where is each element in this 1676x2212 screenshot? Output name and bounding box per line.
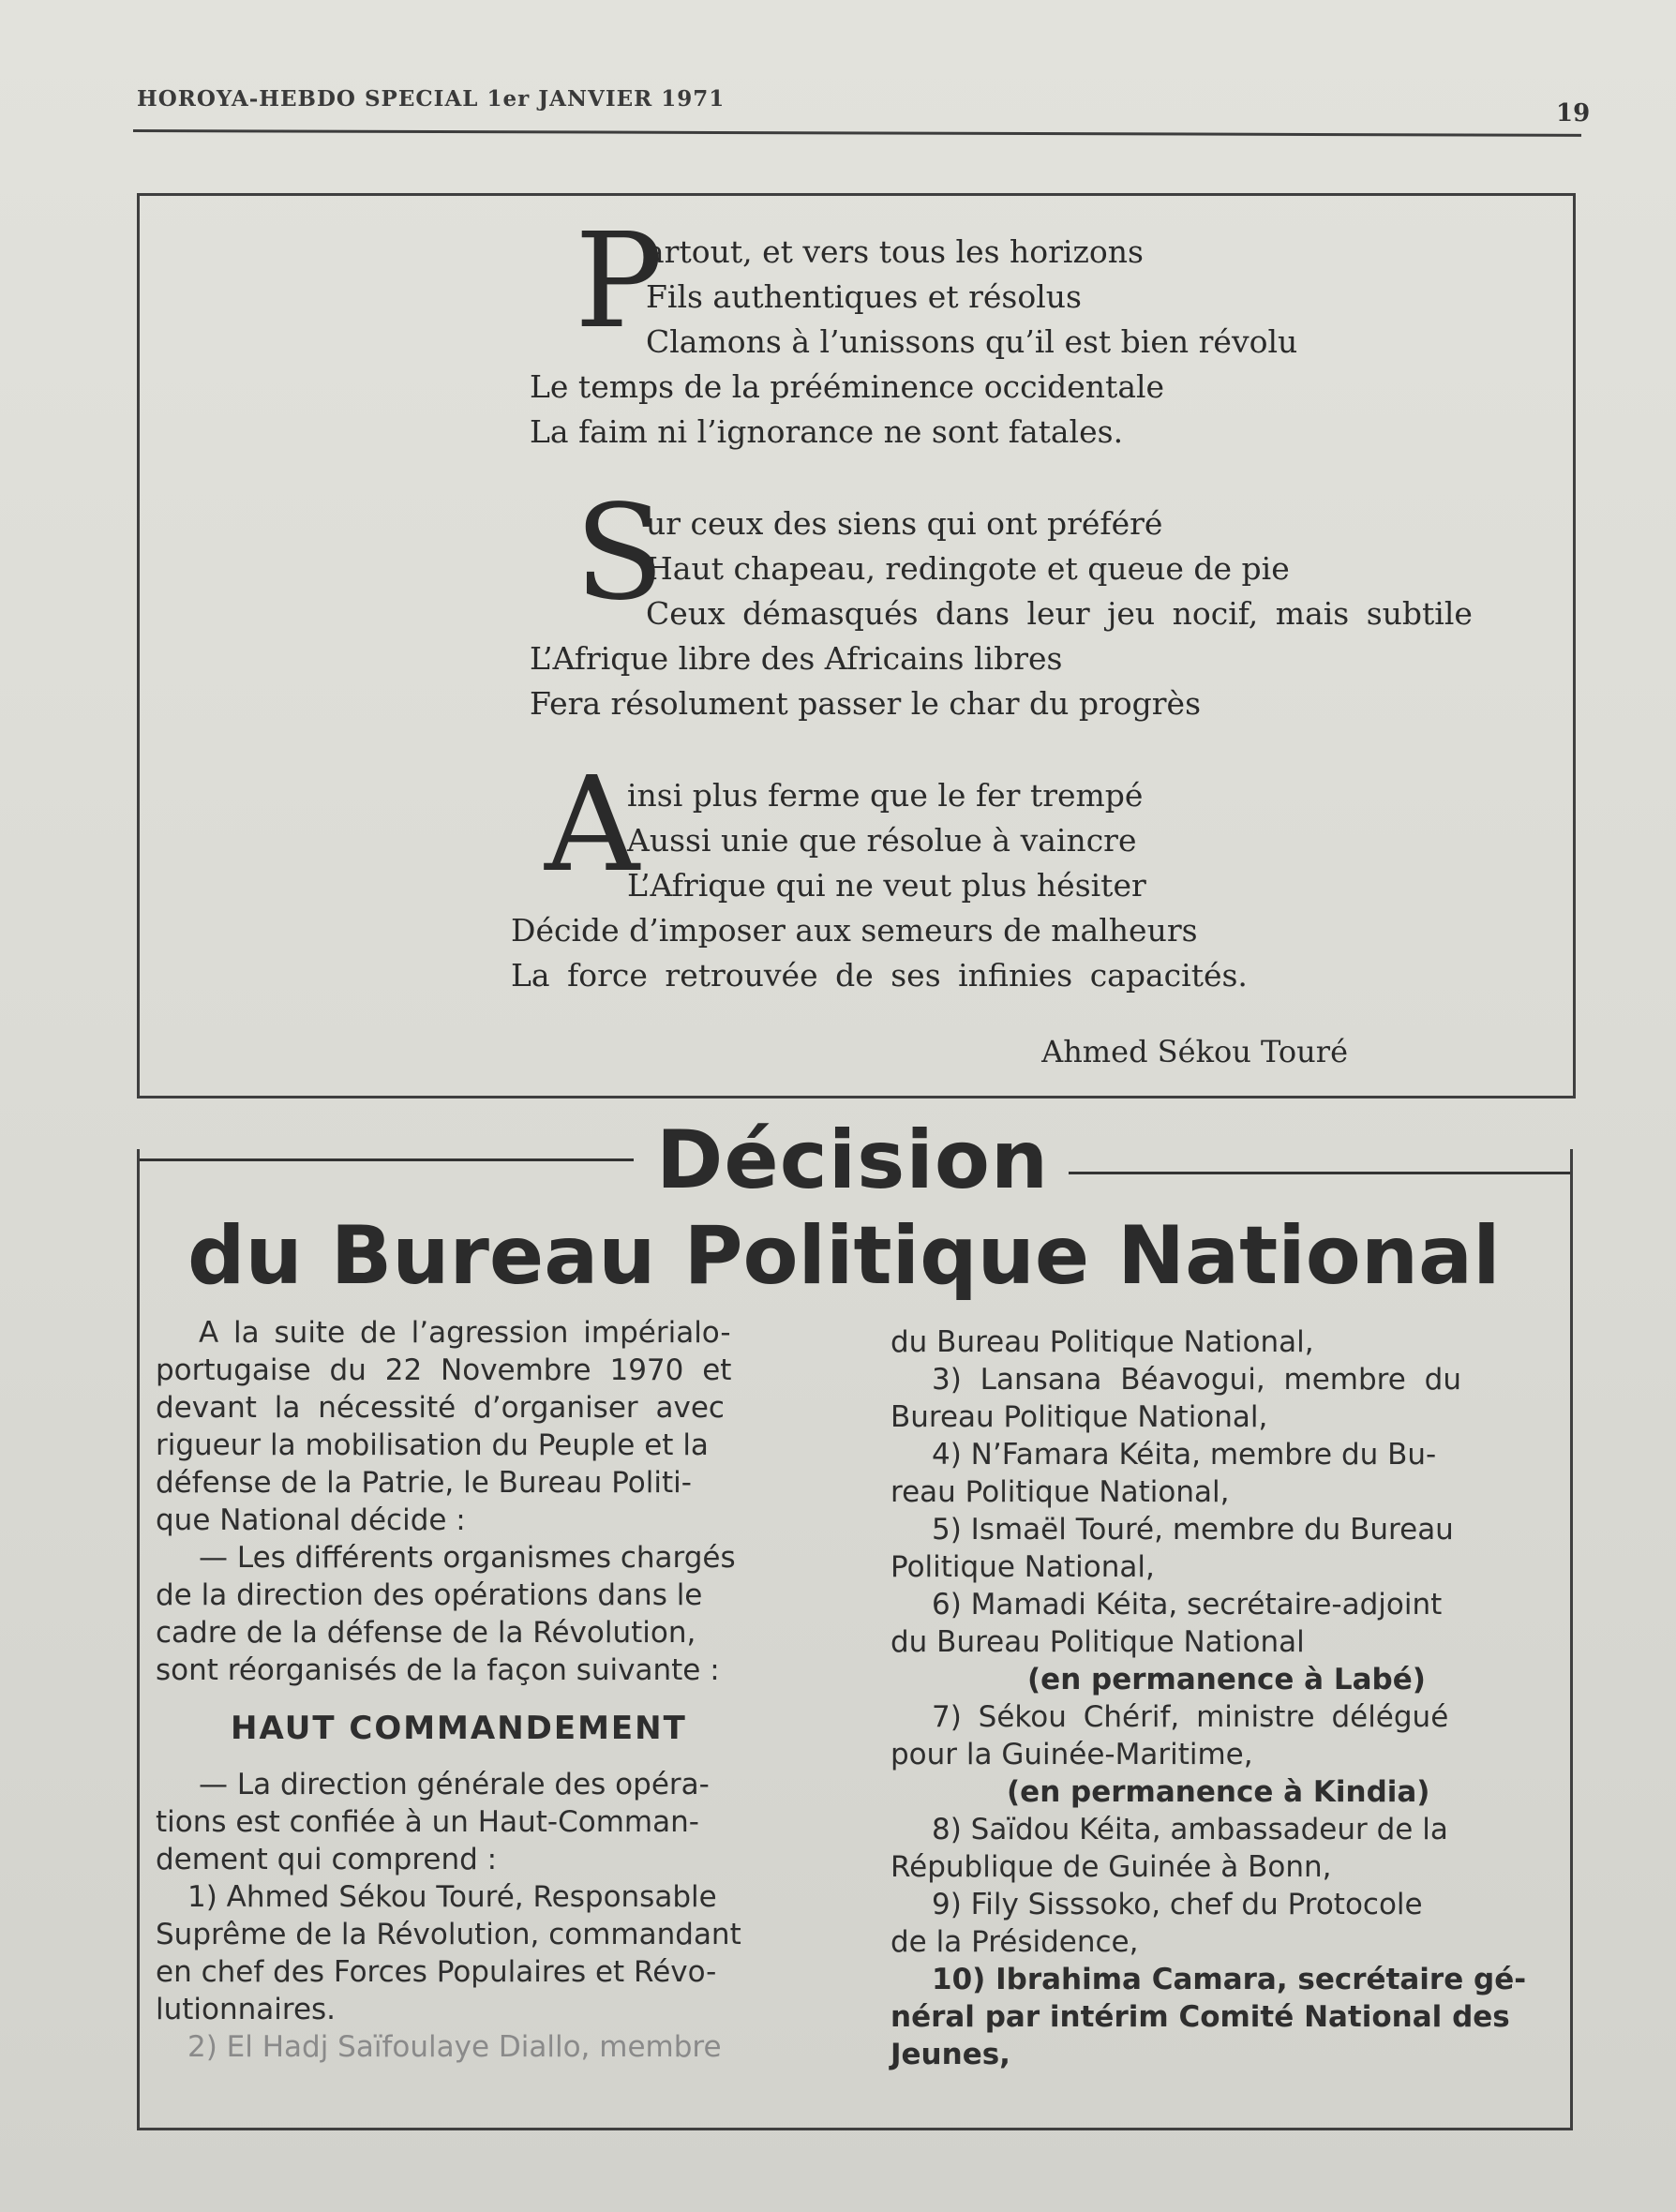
paragraph-line: de la Présidence, — [890, 1925, 1139, 1959]
paragraph-line: 2) El Hadj Saïfoulaye Diallo, membre — [187, 2030, 722, 2064]
poem-box — [137, 193, 1576, 1099]
paragraph-line: Bureau Politique National, — [890, 1400, 1268, 1434]
paragraph-line: 1) Ahmed Sékou Touré, Responsable — [187, 1880, 717, 1914]
poem-line: L’Afrique libre des Africains libres — [530, 640, 1063, 677]
poem-line: ur ceux des siens qui ont préféré — [646, 505, 1163, 542]
location-note-kindia: (en permanence à Kindia) — [1007, 1775, 1430, 1809]
poem-stanza-2 — [393, 477, 1518, 726]
paragraph-line: portugaise du 22 Novembre 1970 et — [156, 1353, 732, 1387]
paragraph-line: A la suite de l’agression impérialo- — [199, 1316, 731, 1350]
paragraph-line: cadre de la défense de la Révolution, — [156, 1616, 696, 1650]
poem-line: Fils authentiques et résolus — [646, 278, 1082, 315]
paragraph-line: en chef des Forces Populaires et Révo- — [156, 1955, 717, 1989]
paragraph-line: Jeunes, — [890, 2038, 1010, 2071]
paragraph-line: 5) Ismaël Touré, membre du Bureau — [932, 1513, 1454, 1547]
poem-stanza-3 — [393, 749, 1518, 998]
paragraph-line: 7) Sékou Chérif, ministre délégué — [932, 1700, 1449, 1734]
paragraph-line: reau Politique National, — [890, 1475, 1230, 1509]
paragraph-line: défense de la Patrie, le Bureau Politi- — [156, 1466, 692, 1500]
poem-line: Fera résolument passer le char du progrès — [530, 685, 1202, 722]
subheading: HAUT COMMANDEMENT — [231, 1710, 687, 1747]
drop-cap: A — [545, 749, 640, 902]
poem-line: La force retrouvée de ses infinies capacités. — [511, 957, 1248, 994]
paragraph-line: du Bureau Politique National, — [890, 1325, 1314, 1359]
poem-line: La faim ni l’ignorance ne sont fatales. — [530, 413, 1124, 450]
right-column — [890, 1323, 1556, 2073]
paragraph-line: dement qui comprend : — [156, 1843, 498, 1876]
poem-line: insi plus ferme que le fer trempé — [627, 777, 1144, 814]
paragraph-line: 6) Mamadi Kéita, secrétaire-adjoint — [932, 1588, 1443, 1622]
paragraph-line: du Bureau Politique National — [890, 1625, 1305, 1659]
article-title-line2: du Bureau Politique National — [187, 1209, 1501, 1303]
paragraph-line: pour la Guinée-Maritime, — [890, 1738, 1253, 1771]
paragraph-line: 8) Saïdou Kéita, ambassadeur de la — [932, 1813, 1448, 1846]
poem-line: L’Afrique qui ne veut plus hésiter — [627, 867, 1146, 904]
paragraph-line: 3) Lansana Béavogui, membre du — [932, 1363, 1461, 1397]
poem-line: artout, et vers tous les horizons — [646, 233, 1144, 270]
poem-stanza-1 — [393, 205, 1518, 455]
publication-header: HOROYA-HEBDO SPECIAL 1er JANVIER 1971 — [137, 86, 726, 112]
poem-line: Haut chapeau, redingote et queue de pie — [646, 550, 1290, 587]
poem-line: Aussi unie que résolue à vaincre — [627, 822, 1137, 859]
paragraph-line: — Les différents organismes chargés — [199, 1541, 736, 1575]
paragraph-line: — La direction générale des opéra- — [199, 1768, 710, 1801]
paragraph-line: néral par intérim Comité National des — [890, 2000, 1510, 2034]
paragraph-line: 10) Ibrahima Camara, secrétaire gé- — [932, 1963, 1527, 1996]
paragraph-line: rigueur la mobilisation du Peuple et la — [156, 1428, 709, 1462]
poem-line: Décide d’imposer aux semeurs de malheurs — [511, 912, 1198, 949]
article-title-line1: Décision — [656, 1113, 1050, 1207]
drop-cap: S — [575, 477, 665, 630]
poem-author: Ahmed Sékou Touré — [1041, 1034, 1348, 1069]
poem-line: Clamons à l’unissons qu’il est bien révolu — [646, 323, 1298, 360]
paragraph-line: que National décide : — [156, 1503, 466, 1537]
poem-line: Ceux démasqués dans leur jeu nocif, mais subtile — [646, 595, 1473, 632]
paragraph-line: 9) Fily Sisssoko, chef du Protocole — [932, 1888, 1423, 1921]
paragraph-line: lutionnaires. — [156, 1993, 337, 2026]
paragraph-line: sont réorganisés de la façon suivante : — [156, 1653, 720, 1687]
poem-line: Le temps de la prééminence occidentale — [530, 368, 1165, 405]
drop-cap: P — [575, 205, 664, 358]
page-number: 19 — [1556, 99, 1591, 127]
paragraph-line: tions est confiée à un Haut-Comman- — [156, 1805, 699, 1839]
paragraph-line: 4) N’Famara Kéita, membre du Bu- — [932, 1438, 1437, 1472]
paragraph-line: Politique National, — [890, 1550, 1155, 1584]
paragraph-line: République de Guinée à Bonn, — [890, 1850, 1332, 1884]
location-note-labe: (en permanence à Labé) — [1027, 1663, 1426, 1696]
paragraph-line: devant la nécessité d’organiser avec — [156, 1391, 725, 1425]
paragraph-line: Suprême de la Révolution, commandant — [156, 1918, 741, 1951]
left-column — [156, 1314, 821, 2066]
paragraph-line: de la direction des opérations dans le — [156, 1578, 703, 1612]
